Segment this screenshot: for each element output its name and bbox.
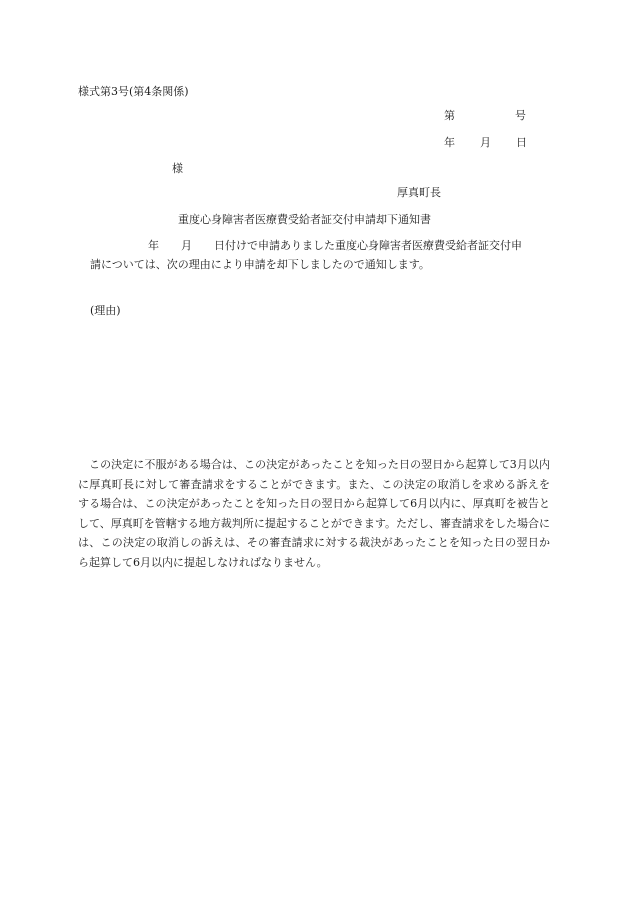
body-second-line: 請については、次の理由により申請を却下しましたので通知します。 [90, 258, 430, 271]
document-number-prefix: 第 [444, 109, 455, 122]
reason-label: (理由) [90, 304, 121, 317]
addressee-honorific: 様 [172, 162, 183, 175]
form-number-label: 様式第3号(第4条関係) [78, 85, 189, 98]
document-title: 重度心身障害者医療費受給者証交付申請却下通知書 [178, 213, 431, 226]
date-day-label: 日 [516, 136, 527, 149]
body-month-unit: 月 [181, 239, 192, 252]
document-number-suffix: 号 [515, 109, 526, 122]
body-first-line [148, 240, 522, 251]
date-year-label: 年 [444, 136, 455, 149]
date-month-label: 月 [480, 136, 491, 149]
issuer-name: 厚真町長 [397, 186, 441, 199]
body-year-unit: 年 [148, 239, 159, 252]
appeal-notice: この決定に不服がある場合は、この決定があったことを知った日の翌日から起算して3月以内に厚真町長に対して審査請求をすることができます。また、この決定の取消しを求める訴えをする場合は、この決定があったことを知った日の翌日から起算して6月以内に、厚真町を被告として、厚真町を管轄する地方裁判所に提起することができます。ただし、審査請求をした場合には、この決定の取消しの訴えは、その審査請求に対する裁決があったことを知った日の翌日から起算して6月以内に提起しなければなりません。 [78, 458, 550, 569]
body-line1-text: 日付けで申請ありました重度心身障害者医療費受給者証交付申 [214, 239, 522, 252]
